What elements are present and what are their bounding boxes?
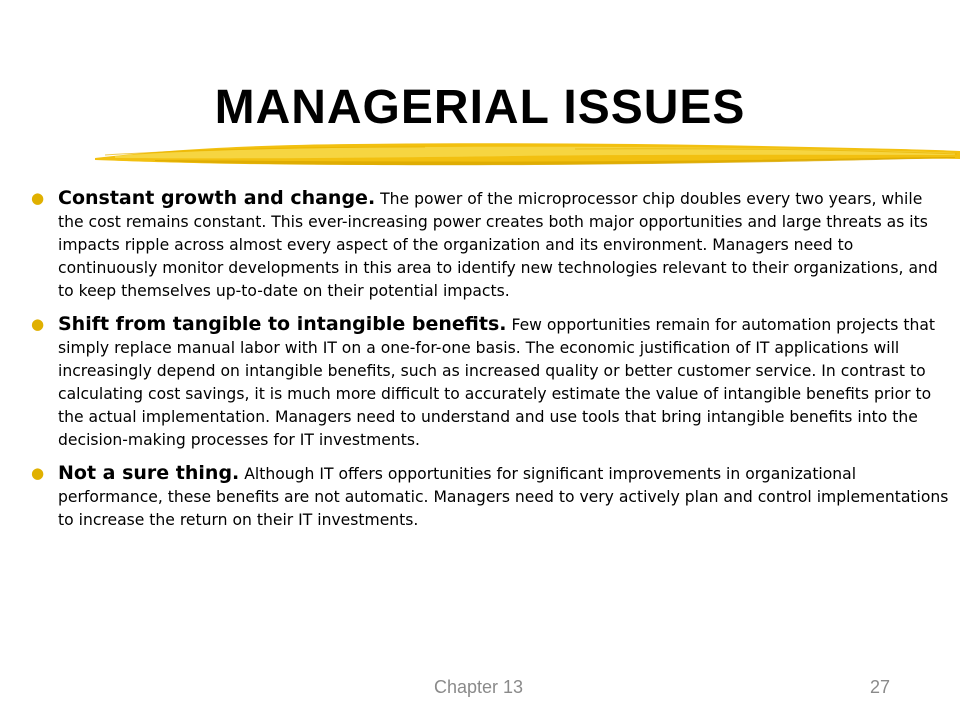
bullet-text: The power of the microprocessor chip doubles every two years, while the cost remains constant. This ever-increasing power creates both major opportunities and large threats as its impacts ripple across almost every aspect of the organization and its environment. Managers need to continuously monitor developments in this area to identify new technologies relevant to their organizations, and to keep themselves up-to-date on their potential impacts.	[58, 190, 938, 300]
bullet-dot-icon: ●	[31, 464, 45, 482]
bullet-list	[30, 187, 950, 542]
brush-stroke-divider	[95, 136, 960, 176]
footer-page-number: 27	[870, 677, 891, 697]
bullet-dot-icon: ●	[31, 189, 45, 207]
bullet-text: Few opportunities remain for automation projects that simply replace manual labor with IT on a one-for-one basis. The economic justification of IT applications will increasingly depend on intangible benefits, such as increased quality or better customer service. In contrast to calculating cost savings, it is much more difficult to accurately estimate the value of intangible benefits prior to the actual implementation. Managers need to understand and use tools that bring intangible benefits into the decision-making processes for IT investments.	[58, 316, 936, 449]
bullet-item	[30, 462, 950, 532]
slide-title: MANAGERIAL ISSUES	[214, 81, 746, 135]
footer-chapter-label: Chapter 13	[434, 677, 524, 697]
bullet-heading: Shift from tangible to intangible benefits.	[58, 313, 507, 335]
bullet-item	[30, 313, 950, 452]
bullet-heading: Constant growth and change.	[58, 187, 376, 209]
bullet-dot-icon: ●	[31, 315, 45, 333]
bullet-text: Although IT offers opportunities for significant improvements in organizational performance, these benefits are not automatic. Managers need to very actively plan and control implementations to increase the return on their IT investments.	[58, 465, 949, 529]
bullet-item	[30, 187, 950, 303]
bullet-heading: Not a sure thing.	[58, 462, 240, 484]
